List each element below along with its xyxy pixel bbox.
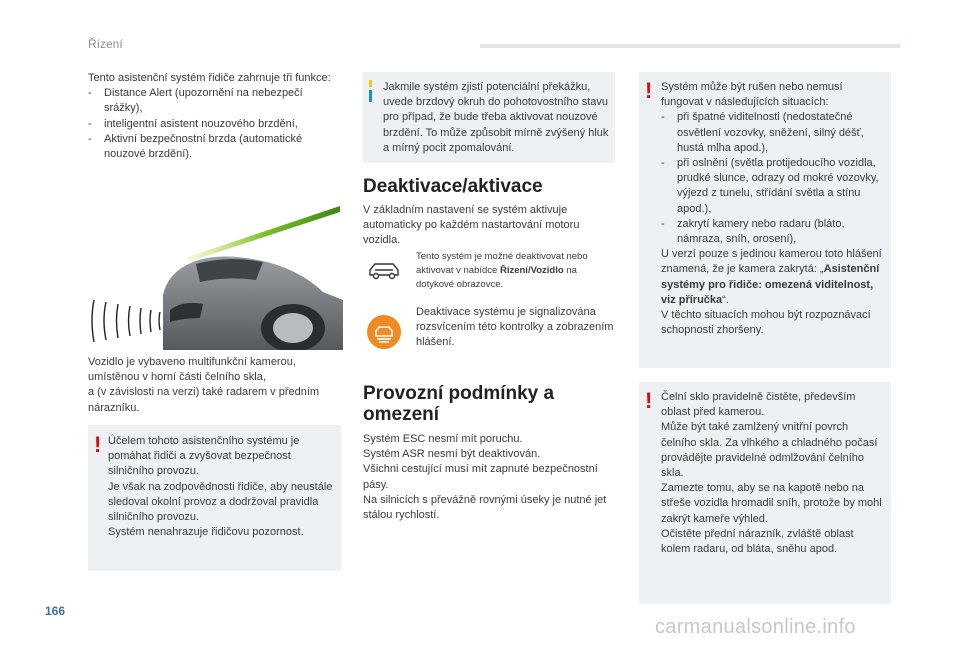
watermark: carmanualsonline.info	[655, 616, 856, 638]
warning-lamp-icon	[366, 314, 402, 350]
deactivation-text: V základním nastavení se systém aktivuje automaticky po každém nastartování motoru vozidla.	[363, 204, 580, 247]
heading-conditions: Provozní podmínky a omezení	[363, 383, 555, 425]
conditions-text: Systém ESC nesmí mít poruchu. Systém ASR nesmí být deaktivován. Všichni cestující musí mít zapnuté bezpečnostní pásy. Na silnicích s převážně rovnými úseky je nutné jet stálou rychlostí.	[363, 433, 607, 522]
list-item: - při špatné viditelnosti (nedostatečné osvětlení vozovky, sněžení, silný déšť, hustá mlha apod.),	[661, 110, 885, 156]
car-settings-icon	[366, 259, 402, 281]
icon1-text: Tento systém je možné deaktivovat nebo aktivovat v nabídce Řízení/Vozidlo na dotykové obrazovce.	[416, 251, 588, 290]
limitations-end: V těchto situacích mohou být rozpoznávací schopnosti zhoršeny.	[661, 309, 871, 337]
warning-box-cleaning	[639, 382, 891, 604]
alert-message: Asistenční systémy pro řidiče: omezená viditelnost, viz příručka	[661, 263, 880, 306]
limitations-intro: Systém může být rušen nebo nemusí fungovat v následujících situacích:	[661, 81, 843, 109]
wheel-rim	[273, 313, 313, 343]
limitations-content	[661, 80, 885, 338]
list-item: - inteligentní asistent nouzového brzdění,	[88, 117, 343, 132]
icon2-text: Deaktivace systému je signalizována rozsvícením této kontrolky a zobrazením hlášení.	[416, 306, 614, 349]
info-icon	[369, 80, 372, 102]
car-radar-illustration	[88, 200, 343, 350]
camera-text: Vozidlo je vybaveno multifunkční kamerou, umístěnou v horní části čelního skla, a (v závislosti na verzi) také radarem v předním nárazníku.	[88, 356, 320, 414]
list-item: - při oslnění (světla protijedoucího vozidla, prudké slunce, odrazy od mokré vozovky, výjezd z tunelu, střídání světla a stínu apod.),	[661, 156, 885, 217]
page-number: 166	[45, 604, 66, 618]
info-box	[363, 72, 615, 163]
list-item: - Aktivní bezpečnostní brzda (automatické nouzové brzdění).	[88, 132, 343, 162]
info-text: Jakmile systém zjistí potenciální překážku, uvede brzdový okruh do pohotovostního stavu pro případ, že bude třeba aktivovat nouzové brzdění. To může způsobit mírně zvýšený hluk a mírný pocit zpomalování.	[383, 81, 609, 154]
limitations-list	[661, 110, 885, 247]
list-item: - Distance Alert (upozornění na nebezpečí srážky),	[88, 86, 343, 116]
camera-beam	[188, 206, 340, 262]
menu-path: Řízení/Vozidlo	[499, 265, 564, 276]
warning-icon: !	[645, 388, 653, 413]
warning-box-limitations	[639, 72, 891, 368]
warning-icon: !	[645, 78, 653, 103]
radar-waves	[92, 300, 160, 342]
list-item: - zakrytí kamery nebo radaru (bláto, námraza, sníh, orosení),	[661, 217, 885, 247]
warning-box-purpose	[88, 425, 341, 571]
function-list	[88, 86, 343, 162]
intro-block	[88, 71, 343, 162]
warning-icon: !	[94, 432, 102, 457]
camera-message-text: U verzí pouze s jedinou kamerou toto hlášení znamená, že je kamera zakrytá: „Asistenční systémy pro řidiče: omezená viditelnost, viz příručka“.	[661, 248, 882, 306]
heading-deactivation: Deaktivace/aktivace	[363, 176, 543, 197]
intro-text: Tento asistenční systém řidiče zahrnuje tři funkce:	[88, 72, 331, 84]
cleaning-text: Čelní sklo pravidelně čistěte, především oblast před kamerou. Může být také zamlžený vnitřní povrch čelního skla. Za vlhkého a chladného počasí provádějte pravidelné odmlžování čelního skla. Zamezte tomu, aby se na kapotě nebo na střeše vozidla hromadil sníh, protože by mohl zakrýt kameře výhled. Očistěte přední nárazník, zvláště oblast kolem radaru, od bláta, sněhu apod.	[661, 391, 882, 556]
header-bar	[480, 44, 900, 48]
warning-text: Účelem tohoto asistenčního systému je pomáhat řidiči a zvyšovat bezpečnost silničního provozu. Je však na zodpovědnosti řidiče, aby neustále sledoval okolní provoz a dodržoval pravidla silničního provozu. Systém nenahrazuje řidičovu pozornost.	[108, 435, 333, 539]
section-title: Řízení	[88, 37, 123, 51]
